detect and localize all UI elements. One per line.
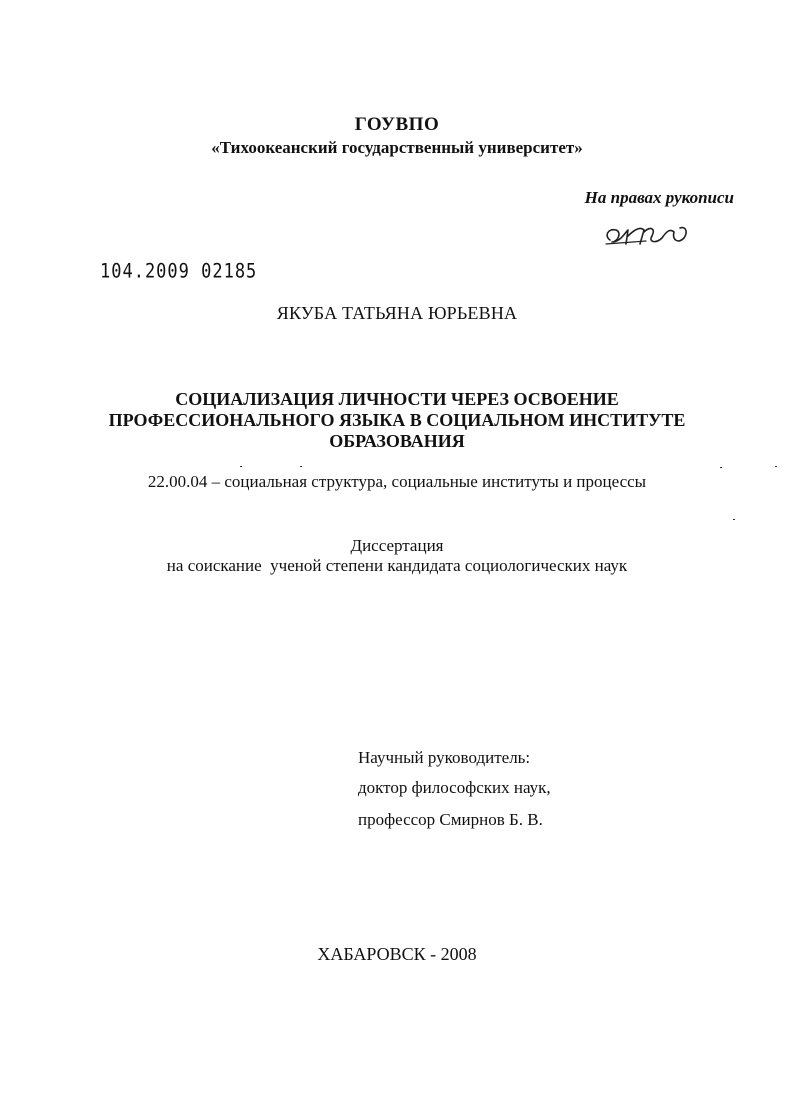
manuscript-rights-note: На правах рукописи <box>584 188 734 207</box>
supervisor-degree: доктор философских наук, <box>358 778 551 797</box>
university-name: «Тихоокеанский государственный университет» <box>211 138 583 157</box>
document-type: Диссертация <box>350 536 444 555</box>
scan-speck <box>733 519 735 520</box>
organization-name: ГОУВПО <box>354 114 440 135</box>
author-name: ЯКУБА ТАТЬЯНА ЮРЬЕВНА <box>276 303 518 323</box>
scan-speck <box>240 466 242 467</box>
supervisor-label: Научный руководитель: <box>358 748 531 767</box>
title-line: СОЦИАЛИЗАЦИЯ ЛИЧНОСТИ ЧЕРЕЗ ОСВОЕНИЕ <box>175 389 619 409</box>
title-line: ОБРАЗОВАНИЯ <box>329 431 465 451</box>
scan-speck <box>720 467 722 468</box>
handwritten-signature <box>600 214 700 254</box>
dissertation-title <box>0 389 794 452</box>
degree-description: на соискание ученой степени кандидата социологических наук <box>166 556 628 575</box>
title-line: ПРОФЕССИОНАЛЬНОГО ЯЗЫКА В СОЦИАЛЬНОМ ИНСТИТУТЕ <box>108 410 686 430</box>
city-year: ХАБАРОВСК - 2008 <box>317 944 477 964</box>
specialty-code: 22.00.04 – социальная структура, социальные институты и процессы <box>147 472 647 491</box>
supervisor-name: профессор Смирнов Б. В. <box>358 810 543 829</box>
scan-speck <box>775 466 777 467</box>
scan-speck <box>300 466 302 467</box>
archive-stamp-number: 104.2009 02185 <box>100 260 258 283</box>
